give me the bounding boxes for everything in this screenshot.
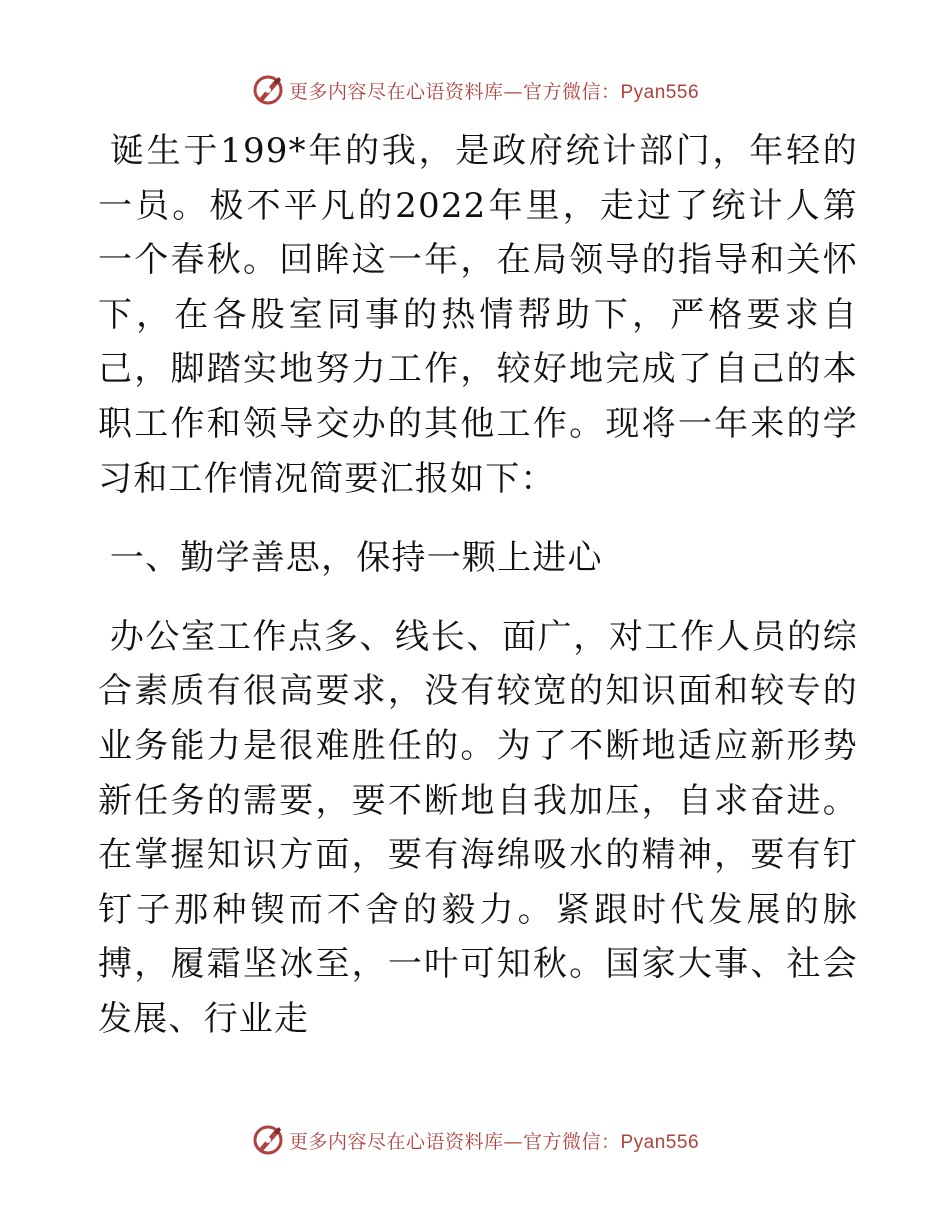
banner-slogan: 更多内容尽在心语资料库—官方微信： — [288, 80, 621, 103]
document-body — [98, 124, 858, 1047]
banner-text — [289, 1127, 699, 1154]
pen-quill-logo-icon — [251, 73, 285, 107]
wechat-id: Pyan556 — [620, 81, 700, 103]
banner-text — [289, 77, 699, 104]
section-heading: 一、勤学善思，保持一颗上进心 — [109, 538, 603, 579]
intro-paragraph: 诞生于199*年的我，是政府统计部门，年轻的一员。极不平凡的2022年里，走过了统计人第一个春秋。回眸这一年，在局领导的指导和关怀下，在各股室同事的热情帮助下，严格要求自己，脚踏实地努力工作，较好地完成了自己的本职工作和领导交办的其他工作。现将一年来的学习和工作情况简要汇报如下： — [98, 131, 858, 499]
pen-quill-logo-icon — [251, 1123, 285, 1157]
footer-banner — [0, 1120, 950, 1160]
wechat-id: Pyan556 — [620, 1131, 700, 1153]
banner-slogan: 更多内容尽在心语资料库—官方微信： — [288, 1130, 621, 1153]
section-paragraph: 办公室工作点多、线长、面广，对工作人员的综合素质有很高要求，没有较宽的知识面和较专的业务能力是很难胜任的。为了不断地适应新形势新任务的需要，要不断地自我加压，自求奋进。在掌握知识方面，要有海绵吸水的精神，要有钉钉子那种锲而不舍的毅力。紧跟时代发展的脉搏，履霜坚冰至，一叶可知秋。国家大事、社会发展、行业走 — [98, 616, 858, 1039]
header-banner — [0, 70, 950, 110]
